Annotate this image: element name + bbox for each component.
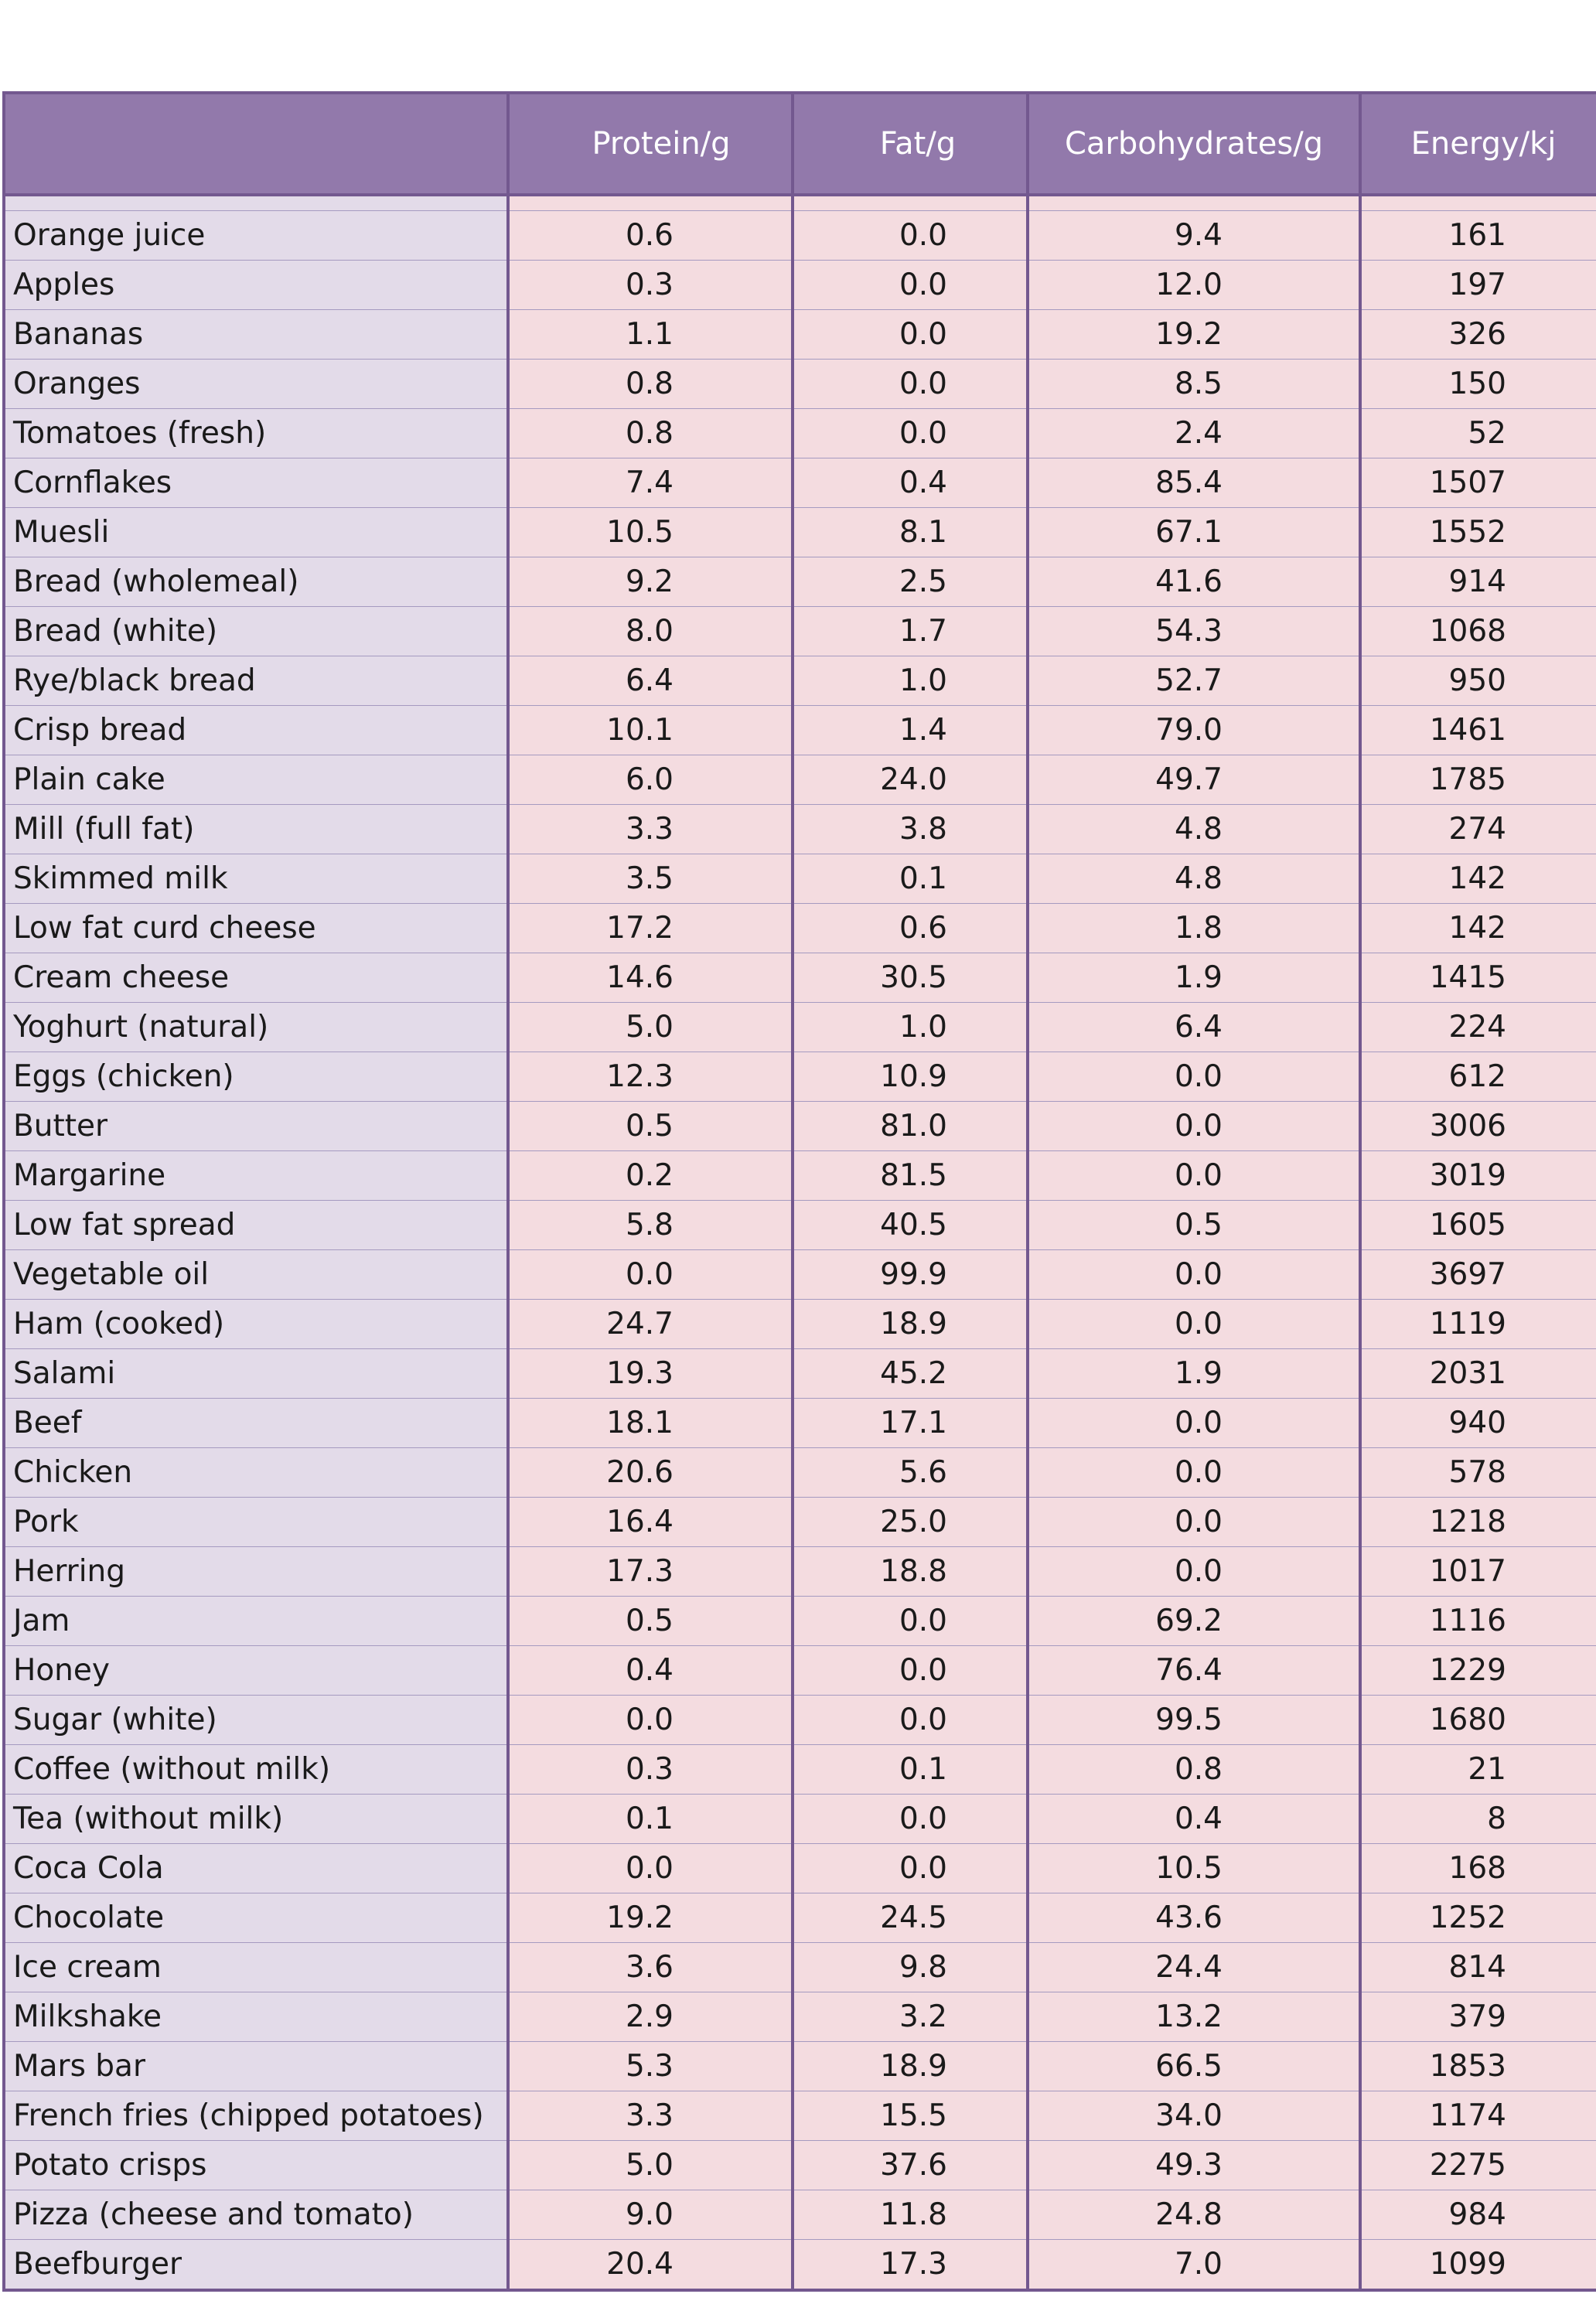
carbohydrates-value: 1.9	[1028, 953, 1360, 1003]
carbohydrates-value: 43.6	[1028, 1893, 1360, 1943]
energy-value: 3006	[1360, 1102, 1596, 1151]
fat-value: 9.8	[793, 1943, 1028, 1992]
fat-value: 0.0	[793, 360, 1028, 409]
fat-value: 1.7	[793, 607, 1028, 656]
fat-value: 0.0	[793, 211, 1028, 261]
energy-value: 21	[1360, 1745, 1596, 1795]
protein-value: 5.8	[508, 1201, 793, 1250]
carbohydrates-value: 67.1	[1028, 508, 1360, 557]
table-row	[4, 607, 1596, 656]
protein-value: 0.5	[508, 1102, 793, 1151]
food-name: Coffee (without milk)	[4, 1745, 508, 1795]
food-name: Vegetable oil	[4, 1250, 508, 1300]
fat-value: 18.9	[793, 1300, 1028, 1349]
carbohydrates-value: 54.3	[1028, 607, 1360, 656]
fat-value: 81.5	[793, 1151, 1028, 1201]
protein-value: 14.6	[508, 953, 793, 1003]
fat-value: 1.4	[793, 706, 1028, 755]
table-row	[4, 2042, 1596, 2091]
food-name: Tomatoes (fresh)	[4, 409, 508, 458]
table-row	[4, 1448, 1596, 1498]
protein-value: 5.0	[508, 1003, 793, 1052]
protein-value: 19.2	[508, 1893, 793, 1943]
food-name: Chicken	[4, 1448, 508, 1498]
table-body	[4, 195, 1596, 2290]
energy-value: 940	[1360, 1399, 1596, 1448]
fat-value: 18.8	[793, 1547, 1028, 1597]
food-name: French fries (chipped potatoes)	[4, 2091, 508, 2141]
food-name: Potato crisps	[4, 2141, 508, 2190]
carbohydrates-value: 24.4	[1028, 1943, 1360, 1992]
energy-value: 379	[1360, 1992, 1596, 2042]
fat-value: 8.1	[793, 508, 1028, 557]
fat-value: 5.6	[793, 1448, 1028, 1498]
table-row	[4, 1151, 1596, 1201]
carbohydrates-value: 49.7	[1028, 755, 1360, 805]
energy-value: 2031	[1360, 1349, 1596, 1399]
energy-value: 1552	[1360, 508, 1596, 557]
table-row	[4, 1745, 1596, 1795]
protein-value: 0.6	[508, 211, 793, 261]
food-name: Bread (wholemeal)	[4, 557, 508, 607]
carbohydrates-value: 4.8	[1028, 854, 1360, 904]
food-name: Pizza (cheese and tomato)	[4, 2190, 508, 2240]
table-row	[4, 1300, 1596, 1349]
food-name: Salami	[4, 1349, 508, 1399]
energy-value: 1229	[1360, 1646, 1596, 1696]
table-row	[4, 261, 1596, 310]
table-row	[4, 211, 1596, 261]
fat-value: 0.0	[793, 310, 1028, 360]
carbohydrates-value: 41.6	[1028, 557, 1360, 607]
fat-value: 0.0	[793, 1844, 1028, 1893]
table-row	[4, 1349, 1596, 1399]
table-row	[4, 2190, 1596, 2240]
energy-value: 1252	[1360, 1893, 1596, 1943]
table-row	[4, 1052, 1596, 1102]
food-name: Plain cake	[4, 755, 508, 805]
carbohydrates-value: 34.0	[1028, 2091, 1360, 2141]
carbohydrates-value: 0.0	[1028, 1399, 1360, 1448]
fat-value: 37.6	[793, 2141, 1028, 2190]
food-name: Bananas	[4, 310, 508, 360]
table-row	[4, 1250, 1596, 1300]
energy-value: 914	[1360, 557, 1596, 607]
protein-value: 0.3	[508, 261, 793, 310]
food-name: Sugar (white)	[4, 1696, 508, 1745]
energy-value: 1116	[1360, 1597, 1596, 1646]
protein-value: 16.4	[508, 1498, 793, 1547]
table-row	[4, 1597, 1596, 1646]
protein-value: 3.5	[508, 854, 793, 904]
food-name: Beef	[4, 1399, 508, 1448]
energy-value: 168	[1360, 1844, 1596, 1893]
protein-value: 17.2	[508, 904, 793, 953]
protein-value: 5.3	[508, 2042, 793, 2091]
protein-value: 6.0	[508, 755, 793, 805]
energy-value: 326	[1360, 310, 1596, 360]
carbohydrates-value: 0.0	[1028, 1448, 1360, 1498]
table-row	[4, 1399, 1596, 1448]
fat-value: 15.5	[793, 2091, 1028, 2141]
energy-value: 3697	[1360, 1250, 1596, 1300]
protein-value: 18.1	[508, 1399, 793, 1448]
food-name: Beefburger	[4, 2240, 508, 2291]
energy-value: 1068	[1360, 607, 1596, 656]
fat-value: 11.8	[793, 2190, 1028, 2240]
table-row	[4, 360, 1596, 409]
fat-value: 0.0	[793, 261, 1028, 310]
food-name: Cornflakes	[4, 458, 508, 508]
header-row	[4, 93, 1596, 195]
fat-value: 0.4	[793, 458, 1028, 508]
nutrition-table	[2, 91, 1596, 2292]
food-name: Jam	[4, 1597, 508, 1646]
fat-value: 30.5	[793, 953, 1028, 1003]
protein-value: 0.5	[508, 1597, 793, 1646]
header-fat: Fat/g	[793, 93, 1028, 195]
header-energy: Energy/kj	[1360, 93, 1596, 195]
food-name: Low fat curd cheese	[4, 904, 508, 953]
carbohydrates-value: 0.0	[1028, 1547, 1360, 1597]
food-name: Yoghurt (natural)	[4, 1003, 508, 1052]
protein-value: 2.9	[508, 1992, 793, 2042]
table-row	[4, 2091, 1596, 2141]
table-row	[4, 508, 1596, 557]
energy-value: 197	[1360, 261, 1596, 310]
food-name: Butter	[4, 1102, 508, 1151]
protein-value: 5.0	[508, 2141, 793, 2190]
food-name: Skimmed milk	[4, 854, 508, 904]
food-name: Bread (white)	[4, 607, 508, 656]
fat-value: 24.0	[793, 755, 1028, 805]
table-row	[4, 458, 1596, 508]
food-name: Tea (without milk)	[4, 1795, 508, 1844]
fat-value: 81.0	[793, 1102, 1028, 1151]
food-name: Eggs (chicken)	[4, 1052, 508, 1102]
energy-value: 612	[1360, 1052, 1596, 1102]
energy-value: 1461	[1360, 706, 1596, 755]
protein-value: 0.0	[508, 1844, 793, 1893]
energy-value: 1099	[1360, 2240, 1596, 2291]
protein-value: 9.2	[508, 557, 793, 607]
protein-value: 3.6	[508, 1943, 793, 1992]
fat-value: 17.3	[793, 2240, 1028, 2291]
fat-value: 10.9	[793, 1052, 1028, 1102]
protein-value: 0.0	[508, 1250, 793, 1300]
protein-value: 0.4	[508, 1646, 793, 1696]
food-name: Rye/black bread	[4, 656, 508, 706]
table-row	[4, 904, 1596, 953]
carbohydrates-value: 6.4	[1028, 1003, 1360, 1052]
carbohydrates-value: 85.4	[1028, 458, 1360, 508]
energy-value: 1680	[1360, 1696, 1596, 1745]
energy-value: 3019	[1360, 1151, 1596, 1201]
protein-value: 0.0	[508, 1696, 793, 1745]
food-name: Muesli	[4, 508, 508, 557]
fat-value: 0.0	[793, 1795, 1028, 1844]
fat-value: 17.1	[793, 1399, 1028, 1448]
protein-value: 24.7	[508, 1300, 793, 1349]
carbohydrates-value: 0.8	[1028, 1745, 1360, 1795]
protein-value: 9.0	[508, 2190, 793, 2240]
carbohydrates-value: 19.2	[1028, 310, 1360, 360]
carbohydrates-value: 49.3	[1028, 2141, 1360, 2190]
carbohydrates-value: 8.5	[1028, 360, 1360, 409]
protein-value: 3.3	[508, 805, 793, 854]
table-row	[4, 755, 1596, 805]
protein-value: 0.2	[508, 1151, 793, 1201]
protein-value: 7.4	[508, 458, 793, 508]
carbohydrates-value: 0.4	[1028, 1795, 1360, 1844]
food-name: Apples	[4, 261, 508, 310]
table-row	[4, 2240, 1596, 2291]
protein-value: 0.1	[508, 1795, 793, 1844]
fat-value: 0.1	[793, 854, 1028, 904]
table-row	[4, 1992, 1596, 2042]
carbohydrates-value: 13.2	[1028, 1992, 1360, 2042]
carbohydrates-value: 7.0	[1028, 2240, 1360, 2291]
carbohydrates-value: 12.0	[1028, 261, 1360, 310]
food-name: Crisp bread	[4, 706, 508, 755]
fat-value: 25.0	[793, 1498, 1028, 1547]
table-row	[4, 1795, 1596, 1844]
carbohydrates-value: 4.8	[1028, 805, 1360, 854]
fat-value: 2.5	[793, 557, 1028, 607]
food-name: Orange juice	[4, 211, 508, 261]
fat-value: 0.0	[793, 1646, 1028, 1696]
carbohydrates-value: 76.4	[1028, 1646, 1360, 1696]
carbohydrates-value: 79.0	[1028, 706, 1360, 755]
spacer-row	[4, 195, 1596, 211]
food-name: Honey	[4, 1646, 508, 1696]
fat-value: 99.9	[793, 1250, 1028, 1300]
table-row	[4, 557, 1596, 607]
table-row	[4, 1003, 1596, 1052]
energy-value: 8	[1360, 1795, 1596, 1844]
fat-value: 0.0	[793, 1597, 1028, 1646]
energy-value: 161	[1360, 211, 1596, 261]
food-name: Mars bar	[4, 2042, 508, 2091]
fat-value: 0.1	[793, 1745, 1028, 1795]
carbohydrates-value: 0.0	[1028, 1498, 1360, 1547]
carbohydrates-value: 0.0	[1028, 1300, 1360, 1349]
energy-value: 1605	[1360, 1201, 1596, 1250]
energy-value: 274	[1360, 805, 1596, 854]
table-row	[4, 854, 1596, 904]
energy-value: 1853	[1360, 2042, 1596, 2091]
protein-value: 10.5	[508, 508, 793, 557]
header-protein: Protein/g	[508, 93, 793, 195]
carbohydrates-value: 1.9	[1028, 1349, 1360, 1399]
table-row	[4, 953, 1596, 1003]
table-row	[4, 1201, 1596, 1250]
table-row	[4, 656, 1596, 706]
energy-value: 224	[1360, 1003, 1596, 1052]
energy-value: 150	[1360, 360, 1596, 409]
food-name: Coca Cola	[4, 1844, 508, 1893]
fat-value: 24.5	[793, 1893, 1028, 1943]
fat-value: 1.0	[793, 1003, 1028, 1052]
energy-value: 1017	[1360, 1547, 1596, 1597]
carbohydrates-value: 0.0	[1028, 1102, 1360, 1151]
protein-value: 8.0	[508, 607, 793, 656]
protein-value: 6.4	[508, 656, 793, 706]
table-row	[4, 1943, 1596, 1992]
energy-value: 142	[1360, 904, 1596, 953]
protein-value: 20.4	[508, 2240, 793, 2291]
protein-value: 17.3	[508, 1547, 793, 1597]
protein-value: 12.3	[508, 1052, 793, 1102]
protein-value: 10.1	[508, 706, 793, 755]
fat-value: 18.9	[793, 2042, 1028, 2091]
protein-value: 0.8	[508, 360, 793, 409]
carbohydrates-value: 0.0	[1028, 1250, 1360, 1300]
carbohydrates-value: 2.4	[1028, 409, 1360, 458]
carbohydrates-value: 0.5	[1028, 1201, 1360, 1250]
energy-value: 2275	[1360, 2141, 1596, 2190]
table-row	[4, 1844, 1596, 1893]
energy-value: 578	[1360, 1448, 1596, 1498]
carbohydrates-value: 99.5	[1028, 1696, 1360, 1745]
carbohydrates-value: 0.0	[1028, 1052, 1360, 1102]
energy-value: 984	[1360, 2190, 1596, 2240]
header-carbohydrates: Carbohydrates/g	[1028, 93, 1360, 195]
fat-value: 40.5	[793, 1201, 1028, 1250]
carbohydrates-value: 0.0	[1028, 1151, 1360, 1201]
protein-value: 20.6	[508, 1448, 793, 1498]
protein-value: 19.3	[508, 1349, 793, 1399]
table-row	[4, 1498, 1596, 1547]
table-row	[4, 1696, 1596, 1745]
energy-value: 1174	[1360, 2091, 1596, 2141]
food-name: Ice cream	[4, 1943, 508, 1992]
energy-value: 1119	[1360, 1300, 1596, 1349]
table-row	[4, 1893, 1596, 1943]
carbohydrates-value: 10.5	[1028, 1844, 1360, 1893]
protein-value: 3.3	[508, 2091, 793, 2141]
fat-value: 3.8	[793, 805, 1028, 854]
food-name: Pork	[4, 1498, 508, 1547]
carbohydrates-value: 69.2	[1028, 1597, 1360, 1646]
energy-value: 52	[1360, 409, 1596, 458]
fat-value: 45.2	[793, 1349, 1028, 1399]
fat-value: 3.2	[793, 1992, 1028, 2042]
protein-value: 1.1	[508, 310, 793, 360]
food-name: Milkshake	[4, 1992, 508, 2042]
table-row	[4, 310, 1596, 360]
energy-value: 1415	[1360, 953, 1596, 1003]
food-name: Oranges	[4, 360, 508, 409]
protein-value: 0.3	[508, 1745, 793, 1795]
food-name: Cream cheese	[4, 953, 508, 1003]
food-name: Herring	[4, 1547, 508, 1597]
header-food	[4, 93, 508, 195]
table-row	[4, 805, 1596, 854]
fat-value: 0.0	[793, 409, 1028, 458]
energy-value: 142	[1360, 854, 1596, 904]
table-row	[4, 2141, 1596, 2190]
energy-value: 814	[1360, 1943, 1596, 1992]
table-row	[4, 1547, 1596, 1597]
table-row	[4, 1102, 1596, 1151]
food-name: Low fat spread	[4, 1201, 508, 1250]
table-row	[4, 706, 1596, 755]
food-name: Chocolate	[4, 1893, 508, 1943]
carbohydrates-value: 52.7	[1028, 656, 1360, 706]
carbohydrates-value: 9.4	[1028, 211, 1360, 261]
carbohydrates-value: 1.8	[1028, 904, 1360, 953]
table-row	[4, 1646, 1596, 1696]
carbohydrates-value: 66.5	[1028, 2042, 1360, 2091]
energy-value: 1218	[1360, 1498, 1596, 1547]
food-name: Margarine	[4, 1151, 508, 1201]
fat-value: 1.0	[793, 656, 1028, 706]
protein-value: 0.8	[508, 409, 793, 458]
food-name: Ham (cooked)	[4, 1300, 508, 1349]
food-name: Mill (full fat)	[4, 805, 508, 854]
fat-value: 0.0	[793, 1696, 1028, 1745]
fat-value: 0.6	[793, 904, 1028, 953]
carbohydrates-value: 24.8	[1028, 2190, 1360, 2240]
energy-value: 950	[1360, 656, 1596, 706]
energy-value: 1507	[1360, 458, 1596, 508]
energy-value: 1785	[1360, 755, 1596, 805]
table-row	[4, 409, 1596, 458]
